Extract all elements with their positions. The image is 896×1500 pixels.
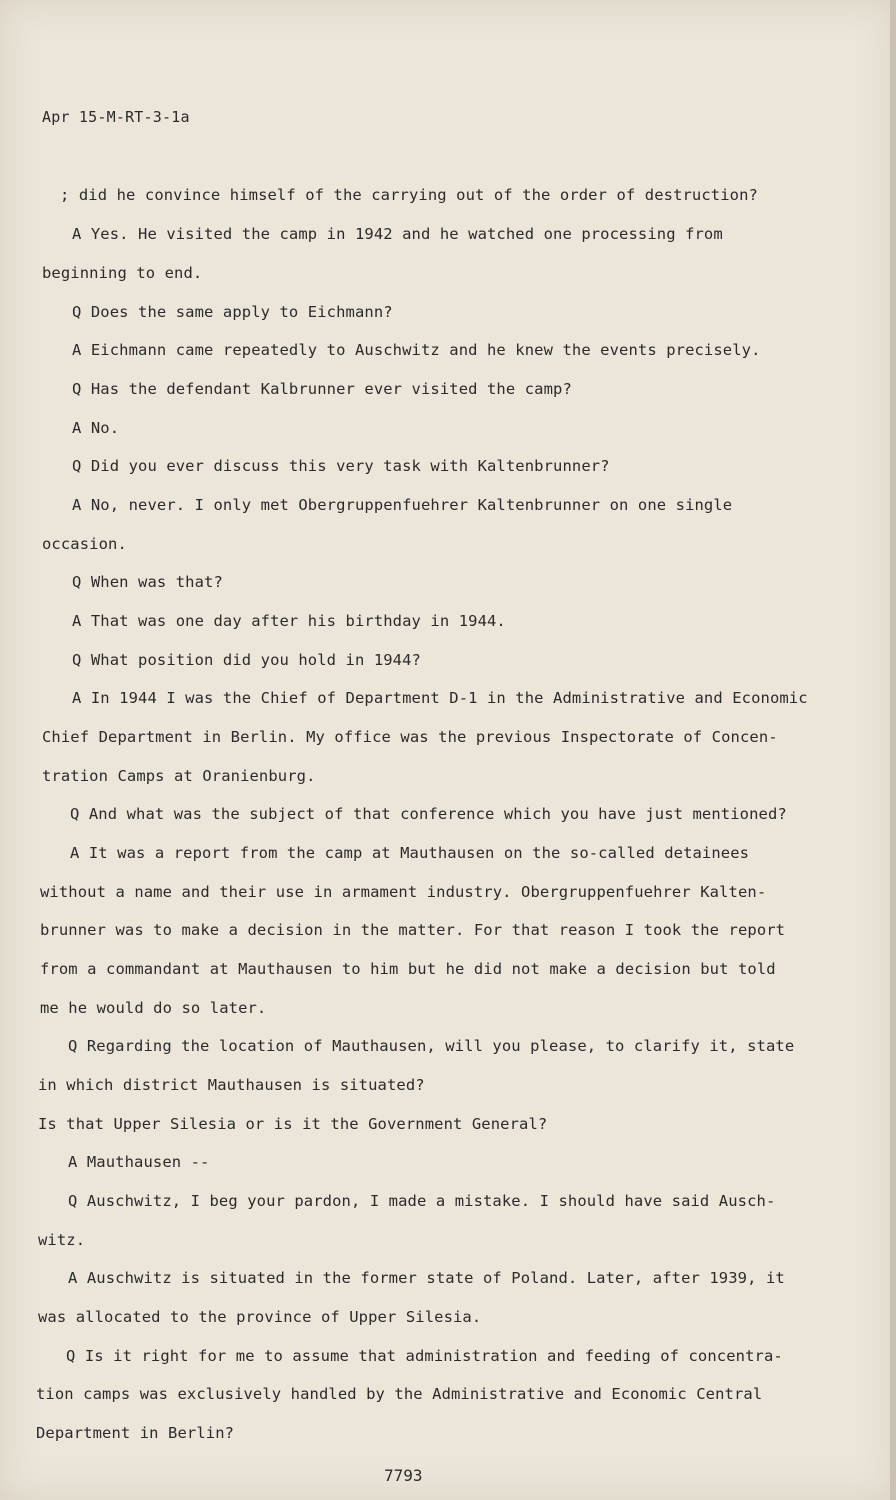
text-line: witz.	[38, 1231, 86, 1249]
text-line: was allocated to the province of Upper Silesia.	[38, 1308, 482, 1326]
text-line: Q Regarding the location of Mauthausen, will you please, to clarify it, state	[68, 1037, 795, 1055]
text-line: without a name and their use in armament industry. Obergruppenfuehrer Kalten-	[40, 883, 767, 901]
text-line: Q Has the defendant Kalbrunner ever visited the camp?	[72, 380, 572, 398]
text-line: A Yes. He visited the camp in 1942 and he watched one processing from	[72, 225, 723, 243]
text-line: A No, never. I only met Obergruppenfuehrer Kaltenbrunner on one single	[72, 496, 733, 514]
text-line: in which district Mauthausen is situated?	[38, 1076, 425, 1094]
text-line: Q Did you ever discuss this very task with Kaltenbrunner?	[72, 457, 610, 475]
text-line: A In 1944 I was the Chief of Department D-1 in the Administrative and Economic	[72, 689, 808, 707]
text-line: Q Auschwitz, I beg your pardon, I made a mistake. I should have said Ausch-	[68, 1192, 776, 1210]
text-line: Is that Upper Silesia or is it the Government General?	[38, 1115, 548, 1133]
text-line: brunner was to make a decision in the matter. For that reason I took the report	[40, 921, 786, 939]
text-line: A That was one day after his birthday in 1944.	[72, 612, 506, 630]
text-line: occasion.	[42, 535, 127, 553]
text-line: A No.	[72, 419, 120, 437]
text-line: A It was a report from the camp at Mauthausen on the so-called detainees	[70, 844, 750, 862]
text-line: beginning to end.	[42, 264, 203, 282]
text-line: Chief Department in Berlin. My office was the previous Inspectorate of Concen-	[42, 728, 778, 746]
text-line: A Auschwitz is situated in the former state of Poland. Later, after 1939, it	[68, 1269, 785, 1287]
text-line: tration Camps at Oranienburg.	[42, 767, 316, 785]
text-line: Q Is it right for me to assume that administration and feeding of concentra-	[66, 1347, 783, 1365]
page-number: 7793	[384, 1466, 423, 1485]
document-reference: Apr 15-M-RT-3-1a	[42, 108, 190, 126]
text-line: ; did he convince himself of the carrying out of the order of destruction?	[60, 186, 758, 204]
text-line: Q Does the same apply to Eichmann?	[72, 303, 393, 321]
text-line: Q And what was the subject of that conference which you have just mentioned?	[70, 805, 787, 823]
page-edge	[890, 0, 896, 1500]
text-line: Q What position did you hold in 1944?	[72, 651, 421, 669]
text-line: from a commandant at Mauthausen to him but he did not make a decision but told	[40, 960, 776, 978]
text-line: A Eichmann came repeatedly to Auschwitz and he knew the events precisely.	[72, 341, 761, 359]
text-line: Department in Berlin?	[36, 1424, 235, 1442]
text-line: me he would do so later.	[40, 999, 267, 1017]
text-line: Q When was that?	[72, 573, 223, 591]
text-line: A Mauthausen --	[68, 1153, 210, 1171]
text-line: tion camps was exclusively handled by the Administrative and Economic Central	[36, 1385, 763, 1403]
